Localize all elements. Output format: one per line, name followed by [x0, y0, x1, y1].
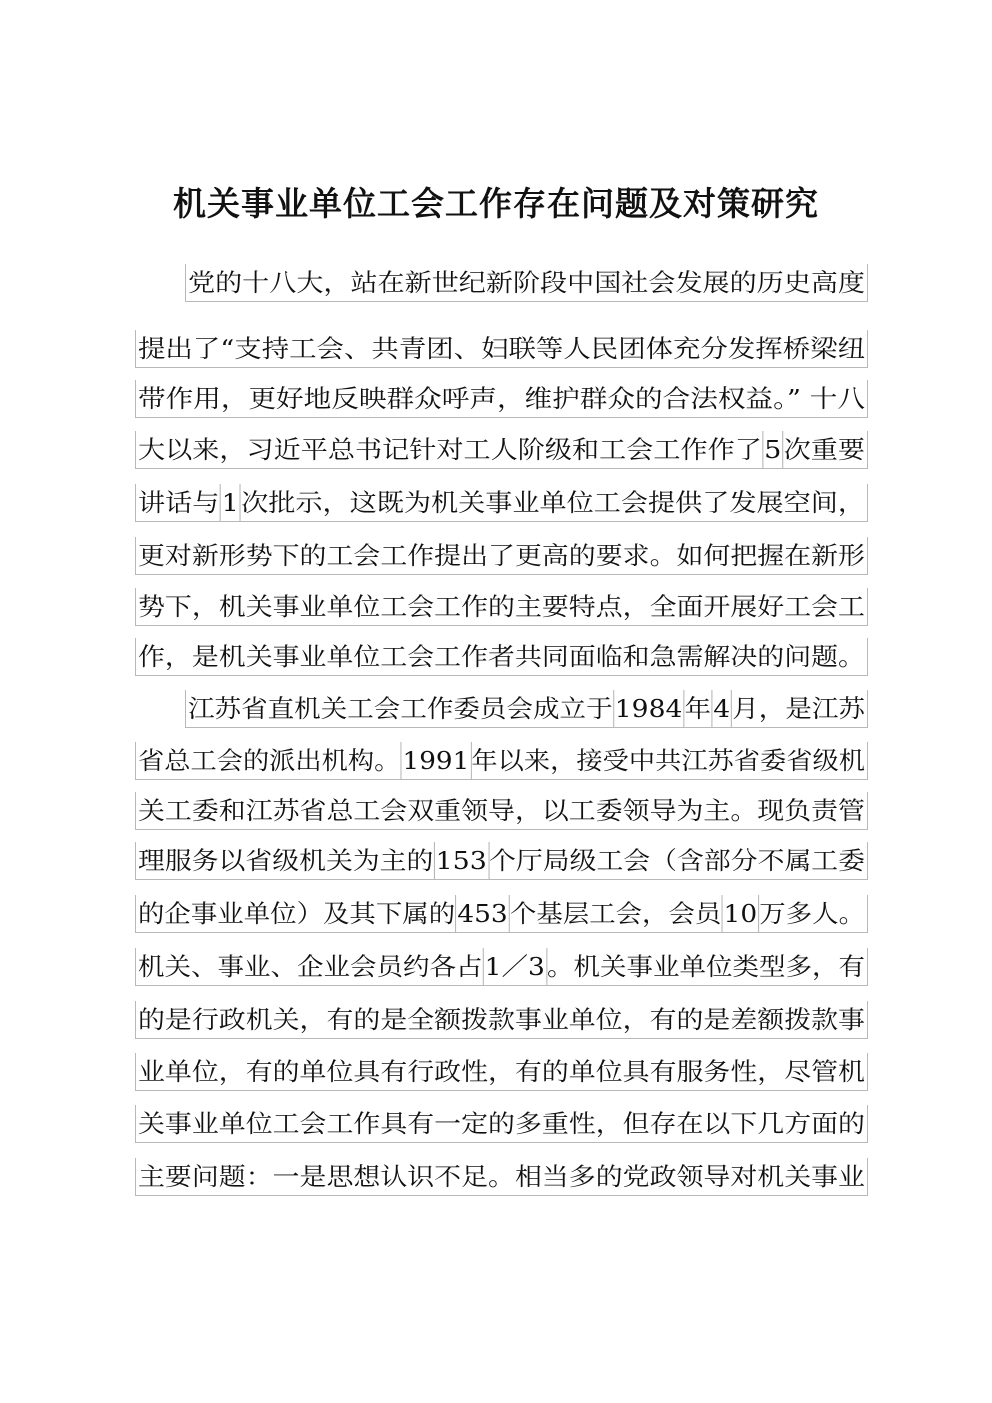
body-line-text	[138, 380, 865, 418]
text-segment: 的是行政机关，有的是全额拨款事业单位，有的是差额拨款事	[138, 1005, 865, 1034]
numeric-value: 1／3	[482, 948, 547, 986]
text-segment: 次批示，这既为机关事业单位工会提供了发展空间，	[241, 488, 866, 517]
text-segment: 业单位，有的单位具有行政性，有的单位具有服务性，尽管机	[138, 1057, 865, 1086]
numeric-value: 153	[433, 842, 489, 880]
text-segment: 关工委和江苏省总工会双重领导，以工委领导为主。现负责管	[138, 796, 865, 825]
text-segment: 年以来，接受中共江苏省委省级机	[471, 746, 865, 775]
document-title: 机关事业单位工会工作存在问题及对策研究	[173, 184, 819, 223]
body-line	[135, 948, 868, 986]
numeric-value: 10	[721, 895, 759, 933]
text-segment: 更对新形势下的工会工作提出了更高的要求。如何把握在新形	[138, 541, 865, 570]
text-segment: 省总工会的派出机构。	[138, 746, 401, 775]
body-line	[135, 895, 868, 933]
text-segment: 的企事业单位）及其下属的	[138, 899, 456, 928]
text-segment: 江苏省直机关工会工作委员会成立于	[188, 694, 613, 723]
text-segment: 年	[684, 694, 712, 723]
text-segment: 提出了“支持工会、共青团、妇联等人民团体充分发挥桥梁纽	[138, 334, 865, 363]
body-line-text	[138, 1105, 865, 1143]
text-segment: 大以来，习近平总书记针对工人阶级和工会工作作了	[138, 435, 762, 464]
body-line-text	[138, 330, 865, 368]
body-line	[135, 484, 868, 522]
numeric-value: 1984	[613, 690, 685, 728]
body-line	[135, 842, 868, 880]
numeric-value: 1991	[400, 742, 471, 780]
body-line	[135, 792, 868, 830]
body-line	[135, 537, 868, 575]
text-segment: 次重要	[783, 435, 866, 464]
body-line-text	[138, 1053, 865, 1091]
text-segment: 作，是机关事业单位工会工作者共同面临和急需解决的问题。	[138, 642, 865, 671]
text-segment: 势下，机关事业单位工会工作的主要特点，全面开展好工会工	[138, 592, 865, 621]
body-line-text	[138, 537, 865, 575]
numeric-value: 453	[455, 895, 510, 933]
text-segment: 个厅局级工会（含部分不属工委	[489, 846, 866, 875]
body-line-text	[138, 742, 865, 780]
text-segment: 党的十八大，站在新世纪新阶段中国社会发展的历史高度	[188, 268, 866, 297]
body-line-text	[138, 842, 865, 880]
numeric-value: 5	[762, 431, 784, 469]
body-line-text	[138, 1001, 865, 1039]
text-segment: 月，是江苏	[732, 694, 865, 723]
body-line	[135, 1001, 868, 1039]
body-line-text	[138, 431, 865, 469]
body-line-text	[138, 792, 865, 830]
text-segment: 理服务以省级机关为主的	[138, 846, 434, 875]
text-segment: 。机关事业单位类型多，有	[547, 952, 865, 981]
body-line-text	[138, 588, 865, 626]
body-line	[135, 1158, 868, 1196]
body-line-text	[188, 690, 865, 728]
body-line-text	[138, 484, 865, 522]
text-segment: 主要问题：一是思想认识不足。相当多的党政领导对机关事业	[138, 1162, 865, 1191]
body-line-text	[138, 895, 865, 933]
numeric-value: 1	[219, 484, 241, 522]
text-segment: 机关、事业、企业会员约各占	[138, 952, 483, 981]
body-line	[185, 690, 868, 728]
body-line-text	[138, 638, 865, 676]
text-segment: 关事业单位工会工作具有一定的多重性，但存在以下几方面的	[138, 1109, 865, 1138]
body-line	[135, 588, 868, 626]
body-line-text	[138, 1158, 865, 1196]
text-segment: 万多人。	[759, 899, 866, 928]
text-segment: 讲话与	[138, 488, 220, 517]
body-line	[135, 1053, 868, 1091]
body-line	[135, 638, 868, 676]
body-line	[135, 330, 868, 368]
body-line	[135, 431, 868, 469]
body-line	[135, 742, 868, 780]
body-line-text	[138, 948, 865, 986]
body-line	[135, 1105, 868, 1143]
text-segment: 带作用，更好地反映群众呼声，维护群众的合法权益。” 十八	[138, 384, 865, 413]
body-line	[135, 380, 868, 418]
body-line	[185, 264, 868, 302]
numeric-value: 4	[711, 690, 732, 728]
text-segment: 个基层工会，会员	[509, 899, 722, 928]
body-line-text	[188, 264, 865, 302]
